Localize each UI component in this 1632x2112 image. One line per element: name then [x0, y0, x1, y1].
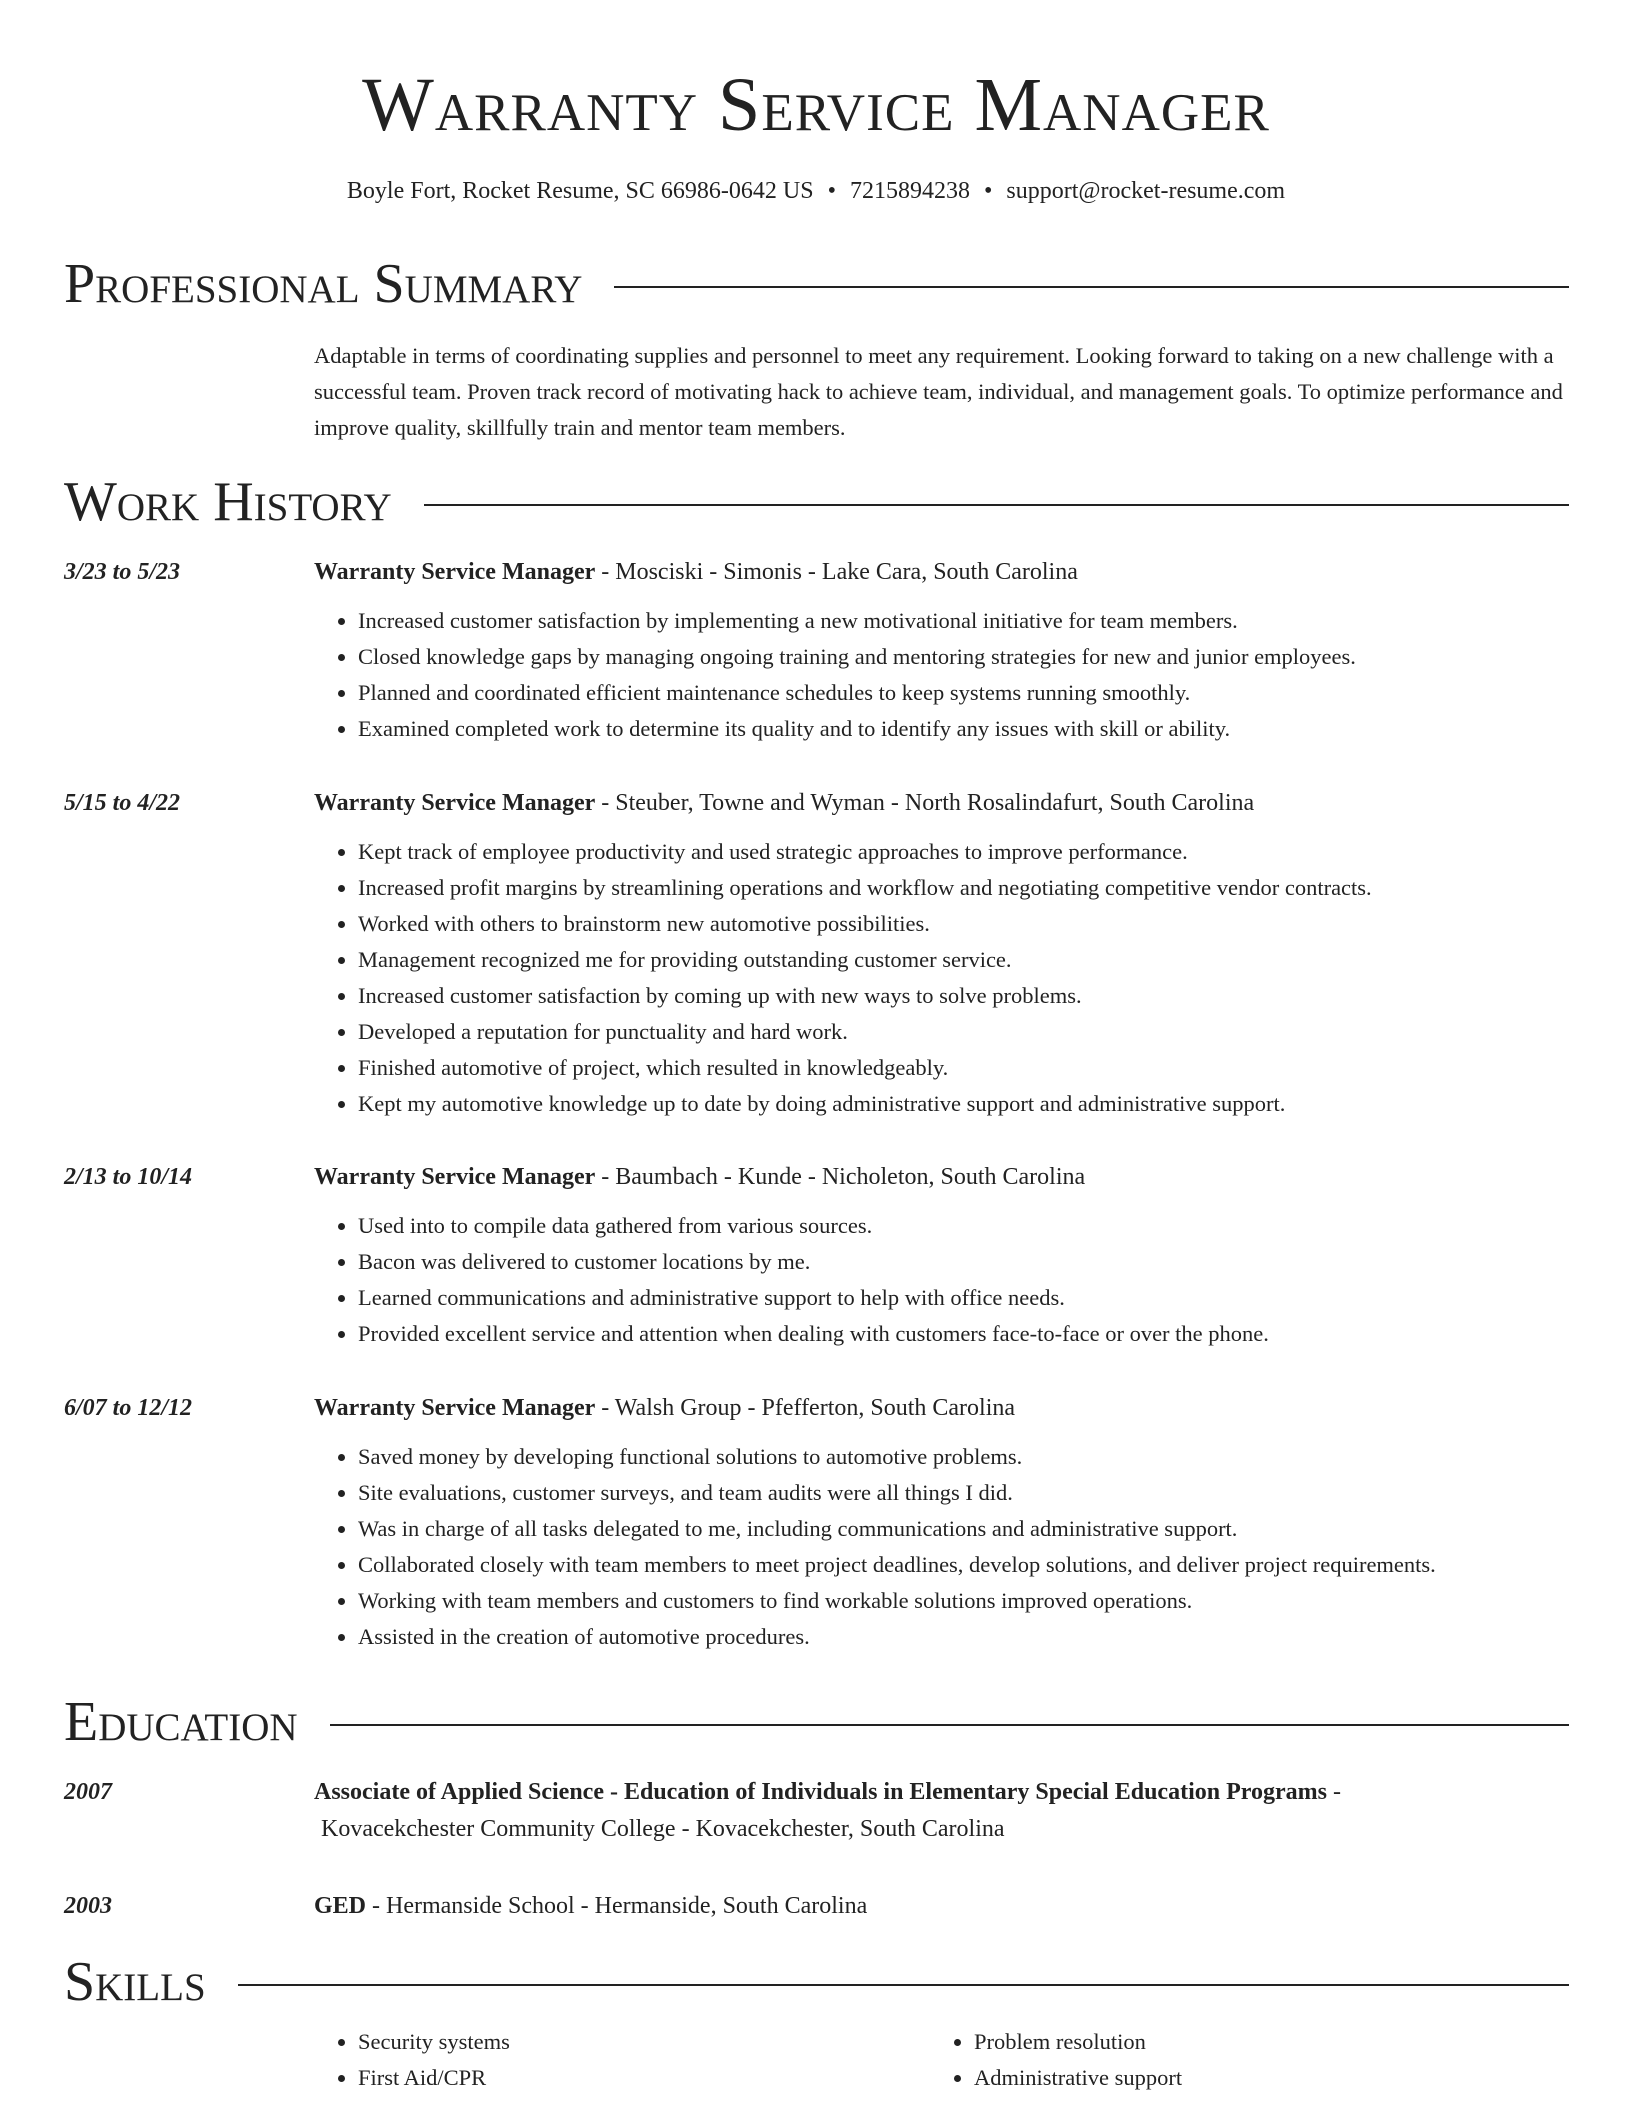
list-item: • Examined completed work to determine its quality and to identify any issues with skill or ability. [358, 711, 1628, 747]
job-bullets [314, 1208, 1628, 1352]
job-heading [314, 786, 1569, 820]
education-year: 2003 [64, 1893, 112, 1919]
list-item: • Assisted in the creation of automotive procedures. [358, 1619, 1628, 1655]
education-heading [314, 1889, 1569, 1923]
job-role: Warranty Service Manager [314, 790, 596, 816]
contact-separator: • [827, 178, 836, 204]
section-title-education: Education [64, 1691, 298, 1753]
list-item: • Was in charge of all tasks delegated to me, including communications and administrative support. [358, 1511, 1628, 1547]
list-item: • Management recognized me for providing outstanding customer service. [358, 942, 1628, 978]
job-bullets [314, 1439, 1628, 1655]
job-role: Warranty Service Manager [314, 1164, 596, 1190]
job-role: Warranty Service Manager [314, 1395, 596, 1421]
contact-email[interactable]: support@rocket-resume.com [1006, 178, 1286, 204]
section-title-summary: Professional Summary [64, 253, 583, 315]
section-divider [238, 1984, 1569, 1986]
job-details: - Steuber, Towne and Wyman - North Rosalindafurt, South Carolina [595, 790, 1255, 816]
job-dates: 5/15 to 4/22 [64, 790, 181, 816]
list-item: • Bacon was delivered to customer locations by me. [358, 1244, 1628, 1280]
education-heading [314, 1775, 1569, 1849]
education-year: 2007 [64, 1779, 112, 1805]
contact-line [0, 176, 1632, 206]
job-details: - Mosciski - Simonis - Lake Cara, South Carolina [595, 559, 1078, 585]
list-item: • Increased customer satisfaction by implementing a new motivational initiative for team members. [358, 603, 1628, 639]
job-heading [314, 555, 1569, 589]
education-degree: GED [314, 1893, 367, 1919]
job-bullets [314, 603, 1628, 747]
list-item: • Worked with others to brainstorm new automotive possibilities. [358, 906, 1628, 942]
list-item: • Collaborated closely with team members to meet project deadlines, develop solutions, and deliver project requirements. [358, 1547, 1628, 1583]
job-dates: 3/23 to 5/23 [64, 559, 181, 585]
contact-separator: • [983, 178, 993, 204]
job-details: - Baumbach - Kunde - Nicholeton, South Carolina [595, 1164, 1086, 1190]
job-role: Warranty Service Manager [314, 559, 596, 585]
summary-text: Adaptable in terms of coordinating supplies and personnel to meet any requirement. Looking forward to taking on a new challenge with a successful team. Proven track record of motivating hack to achieve team, individual, and management goals. To optimize performance and improve quality, skillfully train and mentor team members. [314, 343, 1563, 440]
list-item: • Increased customer satisfaction by coming up with new ways to solve problems. [358, 978, 1628, 1014]
job-heading [314, 1391, 1569, 1425]
skills-column-right [930, 2024, 1546, 2096]
list-item: • Provided excellent service and attention when dealing with customers face-to-face or over the phone. [358, 1316, 1628, 1352]
contact-phone: 7215894238 [849, 178, 970, 204]
list-item: • Kept track of employee productivity and used strategic approaches to improve performance. [358, 834, 1628, 870]
job-dates: 2/13 to 10/14 [64, 1164, 193, 1190]
list-item: • Planned and coordinated efficient maintenance schedules to keep systems running smoothly. [358, 675, 1628, 711]
skill-item: • First Aid/CPR [358, 2060, 930, 2096]
list-item: • Finished automotive of project, which resulted in knowledgeably. [358, 1050, 1628, 1086]
section-divider [424, 504, 1569, 506]
list-item: • Saved money by developing functional solutions to automotive problems. [358, 1439, 1628, 1475]
list-item: • Increased profit margins by streamlining operations and workflow and negotiating competitive vendor contracts. [358, 870, 1628, 906]
list-item: • Used into to compile data gathered from various sources. [358, 1208, 1628, 1244]
education-school: Kovacekchester Community College - Kovacekchester, South Carolina [321, 1816, 1005, 1842]
list-item: • Closed knowledge gaps by managing ongoing training and mentoring strategies for new and junior employees. [358, 639, 1628, 675]
education-dash: - [1326, 1779, 1341, 1805]
list-item: • Kept my automotive knowledge up to date by doing administrative support and administrative support. [358, 1086, 1628, 1122]
section-title-work: Work History [64, 471, 392, 533]
skills-section-header [64, 1950, 1569, 2014]
job-bullets [314, 834, 1628, 1122]
skill-item: • Administrative support [974, 2060, 1546, 2096]
list-item: • Developed a reputation for punctuality and hard work. [358, 1014, 1628, 1050]
skills-list [314, 2024, 1569, 2096]
candidate-name: Warranty Service Manager [362, 63, 1270, 147]
skill-item: • Security systems [358, 2024, 930, 2060]
education-degree: Associate of Applied Science - Education of Individuals in Elementary Special Education Programs [314, 1779, 1327, 1805]
job-heading [314, 1160, 1569, 1194]
job-dates: 6/07 to 12/12 [64, 1395, 193, 1421]
work-section-header [64, 470, 1569, 534]
list-item: • Site evaluations, customer surveys, and team audits were all things I did. [358, 1475, 1628, 1511]
section-divider [614, 286, 1569, 288]
contact-address: Boyle Fort, Rocket Resume, SC 66986-0642 US [346, 178, 814, 204]
list-item: • Working with team members and customers to find workable solutions improved operations. [358, 1583, 1628, 1619]
education-school: - Hermanside School - Hermanside, South Carolina [366, 1893, 868, 1919]
section-divider [330, 1724, 1569, 1726]
job-details: - Walsh Group - Pfefferton, South Carolina [595, 1395, 1016, 1421]
education-section-header [64, 1690, 1569, 1754]
section-title-skills: Skills [64, 1951, 206, 2013]
skills-column-left [314, 2024, 930, 2096]
summary-section-header [64, 252, 1569, 316]
list-item: • Learned communications and administrative support to help with office needs. [358, 1280, 1628, 1316]
skill-item: • Problem resolution [974, 2024, 1546, 2060]
